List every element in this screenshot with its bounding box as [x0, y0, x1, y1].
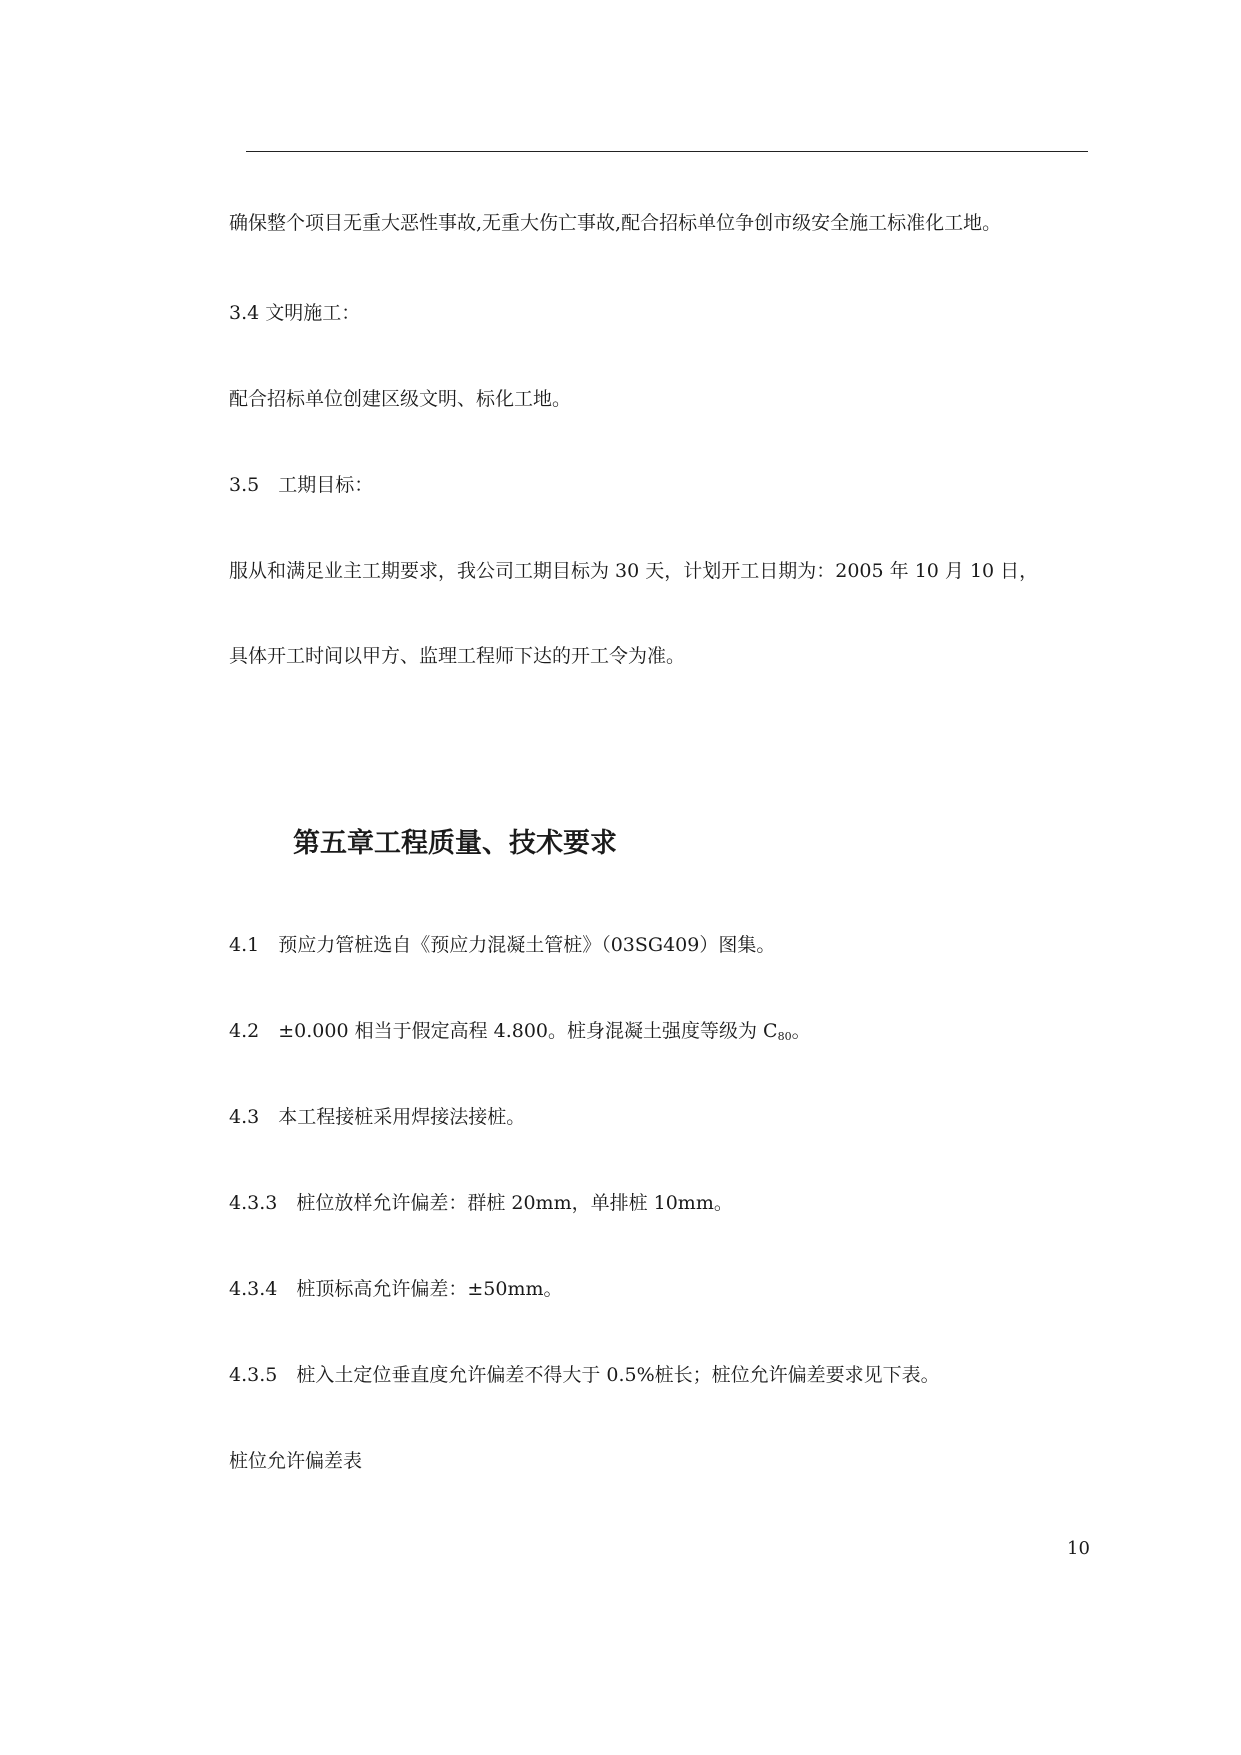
item-4-2-text: 4.2 ±0.000 相当于假定高程 4.800。桩身混凝土强度等级为 C: [229, 1020, 778, 1042]
concrete-grade-subscript: 80: [777, 1030, 792, 1043]
item-4-3-4: 4.3.4 桩顶标高允许偏差：±50mm。: [229, 1278, 563, 1300]
item-4-1: 4.1 预应力管桩选自《预应力混凝土管桩》（03SG409）图集。: [229, 934, 776, 956]
item-4-3: 4.3 本工程接桩采用焊接法接桩。: [229, 1106, 526, 1128]
item-4-2-end: 。: [791, 1020, 811, 1042]
header-rule: [246, 151, 1088, 152]
item-4-2: [229, 1018, 811, 1050]
paragraph-safety-goal: 确保整个项目无重大恶性事故,无重大伤亡事故,配合招标单位争创市级安全施工标准化工地。: [229, 212, 1002, 234]
item-4-3-3: 4.3.3 桩位放样允许偏差：群桩 20mm，单排桩 10mm。: [229, 1192, 733, 1214]
chapter-title: 第五章工程质量、技术要求: [293, 828, 617, 859]
paragraph-start-time: 具体开工时间以甲方、监理工程师下达的开工令为准。: [229, 645, 686, 667]
heading-civilized-construction: 3.4 文明施工：: [229, 302, 361, 324]
page-number: 10: [1067, 1538, 1090, 1559]
paragraph-civilized-construction: 配合招标单位创建区级文明、标化工地。: [229, 388, 572, 410]
item-4-3-5: 4.3.5 桩入土定位垂直度允许偏差不得大于 0.5%桩长；桩位允许偏差要求见下表。: [229, 1364, 940, 1386]
heading-schedule-goal: 3.5 工期目标：: [229, 474, 374, 496]
table-caption: 桩位允许偏差表: [229, 1450, 363, 1472]
paragraph-schedule-goal: 服从和满足业主工期要求，我公司工期目标为 30 天，计划开工日期为：2005 年 10 月 10 日，: [229, 560, 1039, 582]
